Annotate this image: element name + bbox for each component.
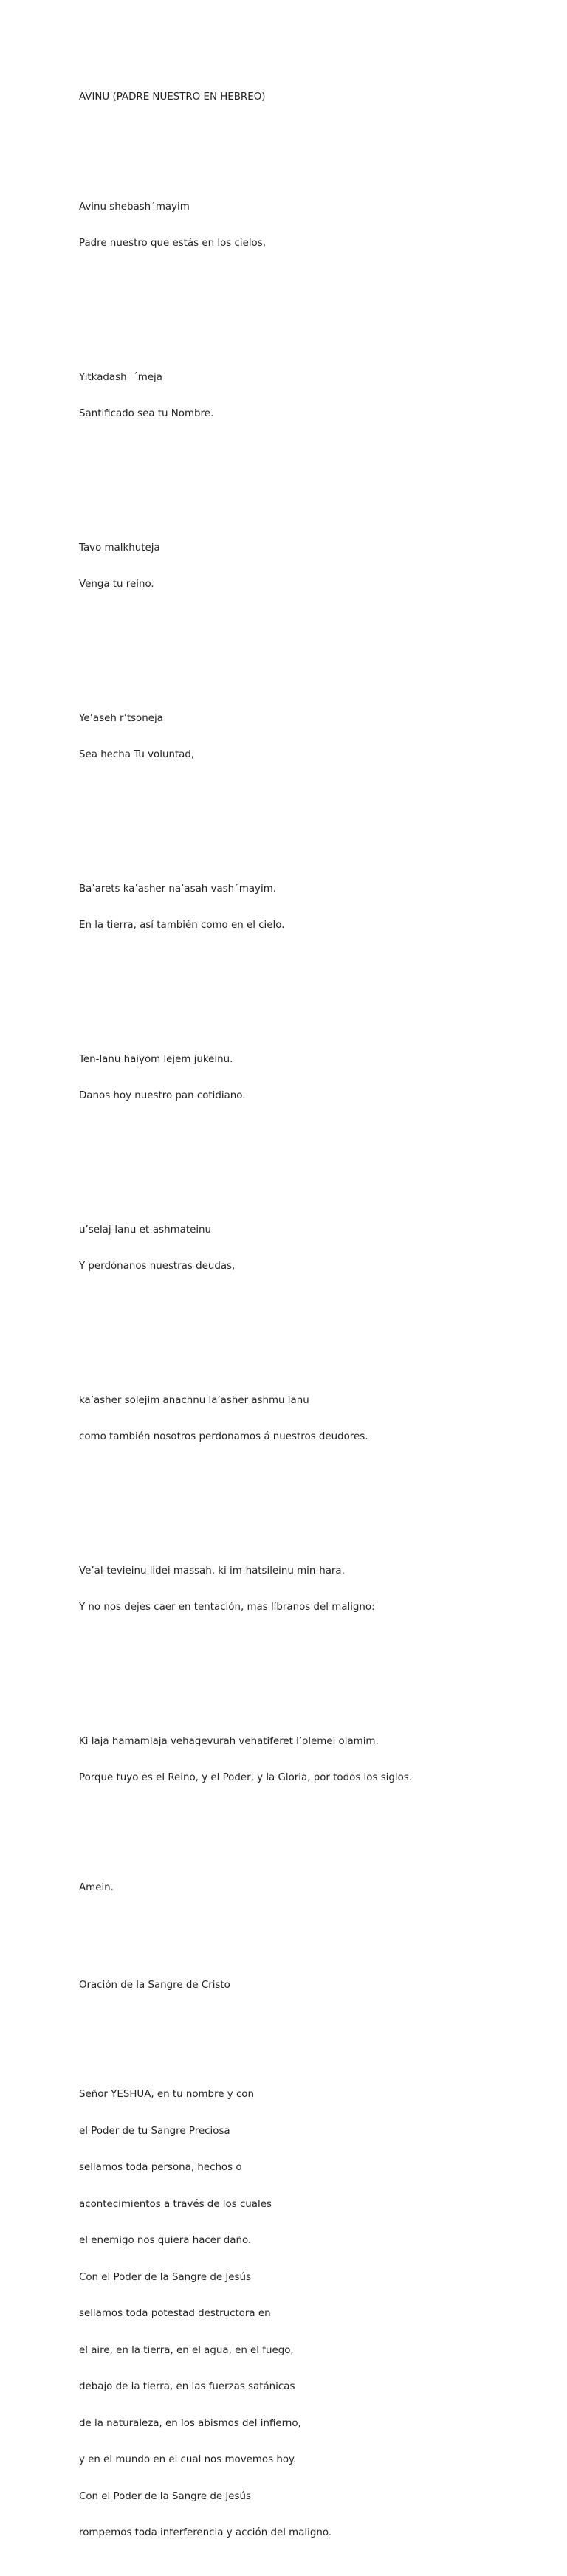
hebrew-line: Ba’arets ka’asher na’asah vash´mayim. <box>79 883 277 895</box>
avinu-stanza <box>79 518 551 616</box>
hebrew-line: Avinu shebash´mayim <box>79 201 190 213</box>
spacer <box>79 469 551 482</box>
hebrew-line: Yitkadash ´meja <box>79 371 162 383</box>
avinu-stanza <box>79 348 551 445</box>
hebrew-line: Ki laja hamamlaja vehagevurah vehatiferet l’olemei olamim. <box>79 1735 379 1747</box>
spanish-line: Padre nuestro que estás en los cielos, <box>79 238 266 249</box>
prayer-line: sellamos toda potestad destructora en <box>79 2308 271 2319</box>
spacer <box>79 810 551 823</box>
avinu-stanza <box>79 689 551 786</box>
spanish-line: como también nosotros perdonamos á nuestros deudores. <box>79 1431 368 1442</box>
hebrew-line: Ten-lanu haiyom lejem jukeinu. <box>79 1053 233 1065</box>
spacer <box>79 981 551 993</box>
spacer <box>79 1151 551 1164</box>
avinu-stanza <box>79 177 551 275</box>
prayer-line: el Poder de tu Sangre Preciosa <box>79 2125 230 2137</box>
avinu-title: AVINU (PADRE NUESTRO EN HEBREO) <box>79 92 266 103</box>
prayer-line: sellamos toda persona, hechos o <box>79 2162 242 2173</box>
spanish-line: Santificado sea tu Nombre. <box>79 408 214 419</box>
avinu-stanza <box>79 1712 551 1809</box>
hebrew-line: Ye’aseh r’tsoneja <box>79 712 163 724</box>
oracion-title: Oración de la Sangre de Cristo <box>79 1979 230 1991</box>
avinu-stanza <box>79 1371 551 1468</box>
spanish-line: Y no nos dejes caer en tentación, mas líbranos del maligno: <box>79 1602 375 1613</box>
hebrew-line: ka’asher solejim anachnu la’asher ashmu lanu <box>79 1394 309 1406</box>
hebrew-line: Tavo malkhuteja <box>79 542 160 554</box>
spacer <box>79 1663 551 1676</box>
prayer-line: el aire, en la tierra, en el agua, en el fuego, <box>79 2344 294 2356</box>
prayer-line: Con el Poder de la Sangre de Jesús <box>79 2490 251 2502</box>
spanish-line: Venga tu reino. <box>79 579 154 590</box>
prayer-line: rompemos toda interferencia y acción del maligno. <box>79 2527 332 2538</box>
avinu-closing: Amein. <box>79 1881 114 1893</box>
prayer-line: acontecimientos a través de los cuales <box>79 2198 272 2210</box>
avinu-stanza <box>79 1541 551 1639</box>
prayer-line: debajo de la tierra, en las fuerzas satánicas <box>79 2381 295 2392</box>
spacer <box>79 1492 551 1505</box>
document-page <box>79 67 551 2576</box>
spanish-line: En la tierra, así también como en el cielo. <box>79 920 285 931</box>
prayer-line: Señor YESHUA, en tu nombre y con <box>79 2089 254 2100</box>
oracion-body <box>79 2064 551 2564</box>
spacer <box>79 640 551 652</box>
prayer-line: el enemigo nos quiera hacer daño. <box>79 2235 252 2246</box>
prayer-line: y en el mundo en el cual nos movemos hoy. <box>79 2454 297 2465</box>
spacer <box>79 128 551 141</box>
spanish-line: Porque tuyo es el Reino, y el Poder, y la Gloria, por todos los siglos. <box>79 1772 413 1783</box>
spanish-line: Y perdónanos nuestras deudas, <box>79 1261 236 1272</box>
spacer <box>79 1833 551 1846</box>
avinu-stanza <box>79 859 551 957</box>
spacer <box>79 299 551 311</box>
prayer-line: Con el Poder de la Sangre de Jesús <box>79 2271 251 2283</box>
avinu-stanza <box>79 1030 551 1127</box>
spacer <box>79 1918 551 1943</box>
spacer <box>79 1322 551 1335</box>
prayer-line: de la naturaleza, en los abismos del infierno, <box>79 2417 301 2429</box>
spanish-line: Danos hoy nuestro pan cotidiano. <box>79 1090 246 1101</box>
hebrew-line: u’selaj-lanu et-ashmateinu <box>79 1224 212 1236</box>
spanish-line: Sea hecha Tu voluntad, <box>79 749 195 760</box>
hebrew-line: Ve’al-tevieinu lidei massah, ki im-hatsileinu min-hara. <box>79 1565 345 1577</box>
avinu-stanza <box>79 1200 551 1298</box>
spacer <box>79 2016 551 2028</box>
